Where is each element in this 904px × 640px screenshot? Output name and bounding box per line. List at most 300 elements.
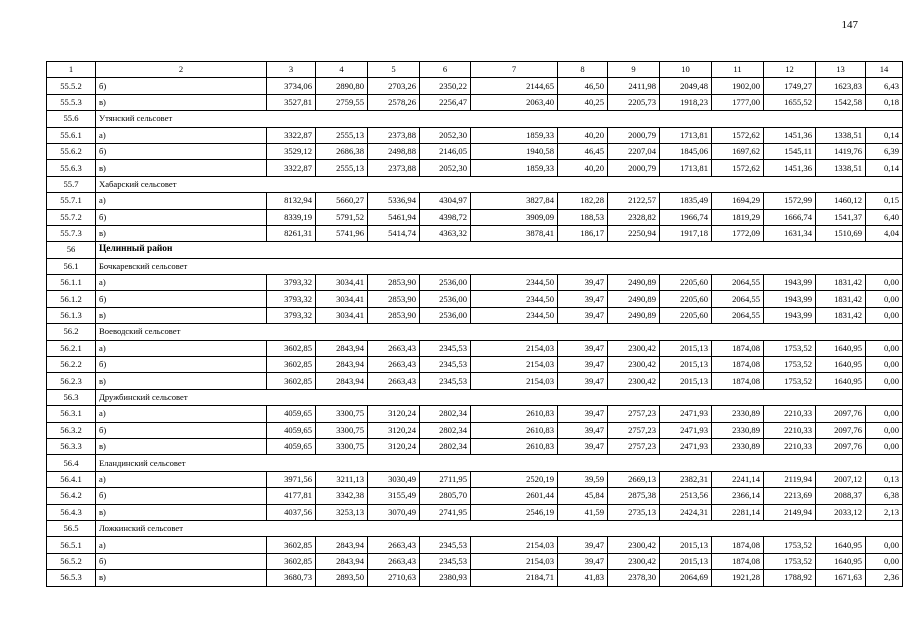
section-row — [47, 520, 903, 536]
row-subitem: в) — [96, 160, 267, 176]
value-cell: 4177,81 — [267, 488, 316, 504]
value-cell: 2843,94 — [316, 553, 368, 569]
value-cell: 2000,79 — [608, 127, 660, 143]
value-cell: 3878,41 — [471, 225, 558, 241]
value-cell: 2663,43 — [368, 357, 420, 373]
row-subitem: б) — [96, 357, 267, 373]
value-cell: 1845,06 — [660, 143, 712, 159]
value-cell: 2536,00 — [420, 291, 471, 307]
value-cell: 2471,93 — [660, 406, 712, 422]
row-code: 56.5 — [47, 520, 96, 536]
value-cell: 2015,13 — [660, 373, 712, 389]
value-cell: 2205,60 — [660, 291, 712, 307]
value-cell: 41,59 — [558, 504, 608, 520]
row-code: 56.2 — [47, 324, 96, 340]
value-cell: 2,13 — [866, 504, 903, 520]
value-cell: 2843,94 — [316, 373, 368, 389]
value-cell: 2207,04 — [608, 143, 660, 159]
row-subitem: в) — [96, 570, 267, 586]
value-cell: 1510,69 — [816, 225, 866, 241]
value-cell: 1572,62 — [712, 160, 764, 176]
table-row — [47, 78, 903, 94]
row-code: 56.3.3 — [47, 438, 96, 454]
value-cell: 3342,38 — [316, 488, 368, 504]
table-row — [47, 422, 903, 438]
value-cell: 2513,56 — [660, 488, 712, 504]
value-cell: 2052,30 — [420, 127, 471, 143]
section-name: Еландинский сельсовет — [96, 455, 903, 471]
table-row — [47, 406, 903, 422]
value-cell: 0,00 — [866, 307, 903, 323]
table-body — [47, 78, 903, 586]
value-cell: 1545,11 — [764, 143, 816, 159]
column-header: 10 — [660, 62, 712, 78]
value-cell: 1917,18 — [660, 225, 712, 241]
value-cell: 1777,00 — [712, 94, 764, 110]
column-header: 9 — [608, 62, 660, 78]
value-cell: 4059,65 — [267, 422, 316, 438]
row-code: 55.6.1 — [47, 127, 96, 143]
value-cell: 5461,94 — [368, 209, 420, 225]
district-row — [47, 242, 903, 258]
value-cell: 2345,53 — [420, 553, 471, 569]
value-cell: 3793,32 — [267, 291, 316, 307]
value-cell: 1943,99 — [764, 275, 816, 291]
value-cell: 1338,51 — [816, 160, 866, 176]
value-cell: 2498,88 — [368, 143, 420, 159]
table-row — [47, 127, 903, 143]
column-header: 13 — [816, 62, 866, 78]
value-cell: 2049,48 — [660, 78, 712, 94]
row-code: 56.4.3 — [47, 504, 96, 520]
value-cell: 2015,13 — [660, 340, 712, 356]
value-cell: 2578,26 — [368, 94, 420, 110]
column-header: 14 — [866, 62, 903, 78]
row-code: 55.7.3 — [47, 225, 96, 241]
value-cell: 2875,38 — [608, 488, 660, 504]
value-cell: 2345,53 — [420, 373, 471, 389]
value-cell: 2890,80 — [316, 78, 368, 94]
value-cell: 1655,52 — [764, 94, 816, 110]
value-cell: 2520,19 — [471, 471, 558, 487]
value-cell: 39,47 — [558, 357, 608, 373]
row-code: 56.1.1 — [47, 275, 96, 291]
table-row — [47, 307, 903, 323]
row-subitem: а) — [96, 471, 267, 487]
value-cell: 2,36 — [866, 570, 903, 586]
value-cell: 3211,13 — [316, 471, 368, 487]
row-subitem: в) — [96, 94, 267, 110]
value-cell: 2345,53 — [420, 357, 471, 373]
value-cell: 2250,94 — [608, 225, 660, 241]
value-cell: 2843,94 — [316, 357, 368, 373]
value-cell: 2300,42 — [608, 357, 660, 373]
value-cell: 4037,56 — [267, 504, 316, 520]
value-cell: 0,00 — [866, 291, 903, 307]
value-cell: 1753,52 — [764, 357, 816, 373]
value-cell: 2424,31 — [660, 504, 712, 520]
row-code: 56.5.3 — [47, 570, 96, 586]
value-cell: 0,00 — [866, 553, 903, 569]
value-cell: 2663,43 — [368, 373, 420, 389]
value-cell: 2350,22 — [420, 78, 471, 94]
value-cell: 2064,55 — [712, 291, 764, 307]
value-cell: 1640,95 — [816, 340, 866, 356]
row-code: 55.7.1 — [47, 193, 96, 209]
value-cell: 0,00 — [866, 406, 903, 422]
column-header: 12 — [764, 62, 816, 78]
value-cell: 2893,50 — [316, 570, 368, 586]
value-cell: 8339,19 — [267, 209, 316, 225]
value-cell: 3120,24 — [368, 438, 420, 454]
value-cell: 2703,26 — [368, 78, 420, 94]
value-cell: 1753,52 — [764, 340, 816, 356]
value-cell: 2300,42 — [608, 537, 660, 553]
row-code: 56.3.1 — [47, 406, 96, 422]
table-row — [47, 275, 903, 291]
value-cell: 5791,52 — [316, 209, 368, 225]
section-name: Ложкинский сельсовет — [96, 520, 903, 536]
value-cell: 3300,75 — [316, 422, 368, 438]
row-subitem: а) — [96, 406, 267, 422]
column-header: 8 — [558, 62, 608, 78]
header-row — [47, 62, 903, 78]
value-cell: 0,13 — [866, 471, 903, 487]
value-cell: 3827,84 — [471, 193, 558, 209]
column-header: 2 — [96, 62, 267, 78]
value-cell: 186,17 — [558, 225, 608, 241]
value-cell: 1697,62 — [712, 143, 764, 159]
row-subitem: а) — [96, 537, 267, 553]
value-cell: 2063,40 — [471, 94, 558, 110]
section-name: Воеводский сельсовет — [96, 324, 903, 340]
value-cell: 3734,06 — [267, 78, 316, 94]
value-cell: 39,47 — [558, 340, 608, 356]
row-subitem: б) — [96, 209, 267, 225]
value-cell: 3793,32 — [267, 275, 316, 291]
value-cell: 2669,13 — [608, 471, 660, 487]
row-code: 55.6.2 — [47, 143, 96, 159]
value-cell: 2471,93 — [660, 422, 712, 438]
value-cell: 1835,49 — [660, 193, 712, 209]
column-header: 11 — [712, 62, 764, 78]
value-cell: 3030,49 — [368, 471, 420, 487]
row-code: 56.2.2 — [47, 357, 96, 373]
row-subitem: б) — [96, 143, 267, 159]
value-cell: 1874,08 — [712, 340, 764, 356]
table-row — [47, 340, 903, 356]
row-subitem: а) — [96, 127, 267, 143]
value-cell: 2490,89 — [608, 275, 660, 291]
value-cell: 46,50 — [558, 78, 608, 94]
value-cell: 39,47 — [558, 373, 608, 389]
value-cell: 1921,28 — [712, 570, 764, 586]
value-cell: 3680,73 — [267, 570, 316, 586]
value-cell: 2555,13 — [316, 127, 368, 143]
value-cell: 1874,08 — [712, 373, 764, 389]
row-code: 56.4.2 — [47, 488, 96, 504]
row-code: 56.4 — [47, 455, 96, 471]
table-row — [47, 553, 903, 569]
row-code: 56 — [47, 242, 96, 258]
value-cell: 1940,58 — [471, 143, 558, 159]
row-code: 56.5.2 — [47, 553, 96, 569]
row-code: 55.5.3 — [47, 94, 96, 110]
table-row — [47, 373, 903, 389]
value-cell: 1542,58 — [816, 94, 866, 110]
tariff-table — [46, 61, 903, 587]
value-cell: 4059,65 — [267, 438, 316, 454]
value-cell: 3120,24 — [368, 406, 420, 422]
value-cell: 3602,85 — [267, 537, 316, 553]
value-cell: 3034,41 — [316, 275, 368, 291]
value-cell: 1451,36 — [764, 160, 816, 176]
value-cell: 1753,52 — [764, 553, 816, 569]
value-cell: 39,47 — [558, 275, 608, 291]
value-cell: 1859,33 — [471, 127, 558, 143]
value-cell: 4,04 — [866, 225, 903, 241]
table-row — [47, 504, 903, 520]
table-row — [47, 537, 903, 553]
value-cell: 2378,30 — [608, 570, 660, 586]
row-code: 56.4.1 — [47, 471, 96, 487]
value-cell: 2802,34 — [420, 422, 471, 438]
row-code: 55.6.3 — [47, 160, 96, 176]
value-cell: 2205,73 — [608, 94, 660, 110]
value-cell: 39,47 — [558, 406, 608, 422]
value-cell: 1671,63 — [816, 570, 866, 586]
value-cell: 2154,03 — [471, 357, 558, 373]
table-row — [47, 225, 903, 241]
table-row — [47, 291, 903, 307]
row-subitem: а) — [96, 275, 267, 291]
value-cell: 3909,09 — [471, 209, 558, 225]
column-header: 7 — [471, 62, 558, 78]
value-cell: 1874,08 — [712, 357, 764, 373]
section-row — [47, 111, 903, 127]
value-cell: 39,47 — [558, 307, 608, 323]
value-cell: 2601,44 — [471, 488, 558, 504]
value-cell: 2802,34 — [420, 438, 471, 454]
value-cell: 1749,27 — [764, 78, 816, 94]
value-cell: 3155,49 — [368, 488, 420, 504]
value-cell: 6,38 — [866, 488, 903, 504]
value-cell: 188,53 — [558, 209, 608, 225]
value-cell: 2373,88 — [368, 127, 420, 143]
section-name: Утянский сельсовет — [96, 111, 903, 127]
row-subitem: в) — [96, 504, 267, 520]
value-cell: 2015,13 — [660, 357, 712, 373]
value-cell: 2546,19 — [471, 504, 558, 520]
value-cell: 2710,63 — [368, 570, 420, 586]
value-cell: 40,20 — [558, 127, 608, 143]
value-cell: 2853,90 — [368, 307, 420, 323]
value-cell: 39,59 — [558, 471, 608, 487]
column-header: 3 — [267, 62, 316, 78]
value-cell: 2241,14 — [712, 471, 764, 487]
value-cell: 2033,12 — [816, 504, 866, 520]
value-cell: 45,84 — [558, 488, 608, 504]
value-cell: 3070,49 — [368, 504, 420, 520]
value-cell: 1772,09 — [712, 225, 764, 241]
table-row — [47, 143, 903, 159]
value-cell: 1753,52 — [764, 537, 816, 553]
value-cell: 1451,36 — [764, 127, 816, 143]
value-cell: 2366,14 — [712, 488, 764, 504]
value-cell: 1831,42 — [816, 275, 866, 291]
value-cell: 2119,94 — [764, 471, 816, 487]
value-cell: 3034,41 — [316, 307, 368, 323]
value-cell: 182,28 — [558, 193, 608, 209]
value-cell: 1640,95 — [816, 357, 866, 373]
value-cell: 1666,74 — [764, 209, 816, 225]
value-cell: 1831,42 — [816, 291, 866, 307]
row-subitem: б) — [96, 553, 267, 569]
row-subitem: б) — [96, 78, 267, 94]
value-cell: 2205,60 — [660, 307, 712, 323]
column-header: 1 — [47, 62, 96, 78]
value-cell: 2330,89 — [712, 438, 764, 454]
value-cell: 2154,03 — [471, 537, 558, 553]
value-cell: 0,00 — [866, 275, 903, 291]
value-cell: 6,40 — [866, 209, 903, 225]
value-cell: 2610,83 — [471, 406, 558, 422]
value-cell: 2144,65 — [471, 78, 558, 94]
value-cell: 0,14 — [866, 160, 903, 176]
section-row — [47, 324, 903, 340]
value-cell: 2088,37 — [816, 488, 866, 504]
value-cell: 2149,94 — [764, 504, 816, 520]
value-cell: 2759,55 — [316, 94, 368, 110]
value-cell: 2015,13 — [660, 537, 712, 553]
value-cell: 2328,82 — [608, 209, 660, 225]
value-cell: 3120,24 — [368, 422, 420, 438]
value-cell: 1902,00 — [712, 78, 764, 94]
value-cell: 2711,95 — [420, 471, 471, 487]
table-row — [47, 471, 903, 487]
table-row — [47, 570, 903, 586]
value-cell: 3322,87 — [267, 127, 316, 143]
value-cell: 2382,31 — [660, 471, 712, 487]
row-subitem: б) — [96, 422, 267, 438]
value-cell: 39,47 — [558, 537, 608, 553]
value-cell: 2281,14 — [712, 504, 764, 520]
value-cell: 2853,90 — [368, 275, 420, 291]
value-cell: 4304,97 — [420, 193, 471, 209]
value-cell: 2205,60 — [660, 275, 712, 291]
value-cell: 2610,83 — [471, 422, 558, 438]
value-cell: 1819,29 — [712, 209, 764, 225]
row-subitem: а) — [96, 340, 267, 356]
value-cell: 2015,13 — [660, 553, 712, 569]
row-subitem: в) — [96, 373, 267, 389]
value-cell: 1631,34 — [764, 225, 816, 241]
column-header: 6 — [420, 62, 471, 78]
value-cell: 8132,94 — [267, 193, 316, 209]
table-row — [47, 94, 903, 110]
value-cell: 5414,74 — [368, 225, 420, 241]
section-row — [47, 258, 903, 274]
value-cell: 3602,85 — [267, 340, 316, 356]
value-cell: 2330,89 — [712, 406, 764, 422]
row-code: 56.2.1 — [47, 340, 96, 356]
value-cell: 2686,38 — [316, 143, 368, 159]
section-row — [47, 455, 903, 471]
value-cell: 2805,70 — [420, 488, 471, 504]
value-cell: 2536,00 — [420, 275, 471, 291]
section-name: Бочкаревский сельсовет — [96, 258, 903, 274]
value-cell: 1640,95 — [816, 373, 866, 389]
value-cell: 2345,53 — [420, 340, 471, 356]
value-cell: 2122,57 — [608, 193, 660, 209]
value-cell: 2490,89 — [608, 291, 660, 307]
row-code: 55.7 — [47, 176, 96, 192]
value-cell: 3529,12 — [267, 143, 316, 159]
value-cell: 0,14 — [866, 127, 903, 143]
table-row — [47, 193, 903, 209]
value-cell: 2610,83 — [471, 438, 558, 454]
value-cell: 1572,62 — [712, 127, 764, 143]
row-subitem: а) — [96, 193, 267, 209]
value-cell: 2064,69 — [660, 570, 712, 586]
value-cell: 2344,50 — [471, 275, 558, 291]
value-cell: 2344,50 — [471, 307, 558, 323]
value-cell: 1966,74 — [660, 209, 712, 225]
value-cell: 2802,34 — [420, 406, 471, 422]
value-cell: 2663,43 — [368, 553, 420, 569]
value-cell: 2064,55 — [712, 275, 764, 291]
table-row — [47, 488, 903, 504]
value-cell: 3793,32 — [267, 307, 316, 323]
value-cell: 1713,81 — [660, 160, 712, 176]
row-code: 56.1.3 — [47, 307, 96, 323]
value-cell: 0,00 — [866, 438, 903, 454]
value-cell: 39,47 — [558, 438, 608, 454]
value-cell: 3602,85 — [267, 357, 316, 373]
value-cell: 3300,75 — [316, 406, 368, 422]
value-cell: 1640,95 — [816, 537, 866, 553]
row-code: 56.2.3 — [47, 373, 96, 389]
value-cell: 5336,94 — [368, 193, 420, 209]
value-cell: 3322,87 — [267, 160, 316, 176]
value-cell: 2380,93 — [420, 570, 471, 586]
column-header: 5 — [368, 62, 420, 78]
value-cell: 8261,31 — [267, 225, 316, 241]
value-cell: 0,00 — [866, 422, 903, 438]
value-cell: 2663,43 — [368, 340, 420, 356]
value-cell: 1918,23 — [660, 94, 712, 110]
value-cell: 39,47 — [558, 422, 608, 438]
value-cell: 2052,30 — [420, 160, 471, 176]
value-cell: 2210,33 — [764, 438, 816, 454]
column-header: 4 — [316, 62, 368, 78]
value-cell: 2097,76 — [816, 438, 866, 454]
row-code: 56.1.2 — [47, 291, 96, 307]
value-cell: 39,47 — [558, 291, 608, 307]
value-cell: 1419,76 — [816, 143, 866, 159]
value-cell: 2757,23 — [608, 438, 660, 454]
value-cell: 2000,79 — [608, 160, 660, 176]
value-cell: 2843,94 — [316, 537, 368, 553]
value-cell: 5660,27 — [316, 193, 368, 209]
value-cell: 2300,42 — [608, 340, 660, 356]
value-cell: 0,00 — [866, 373, 903, 389]
value-cell: 2330,89 — [712, 422, 764, 438]
value-cell: 1640,95 — [816, 553, 866, 569]
row-code: 56.3 — [47, 389, 96, 405]
value-cell: 0,00 — [866, 340, 903, 356]
value-cell: 3602,85 — [267, 373, 316, 389]
